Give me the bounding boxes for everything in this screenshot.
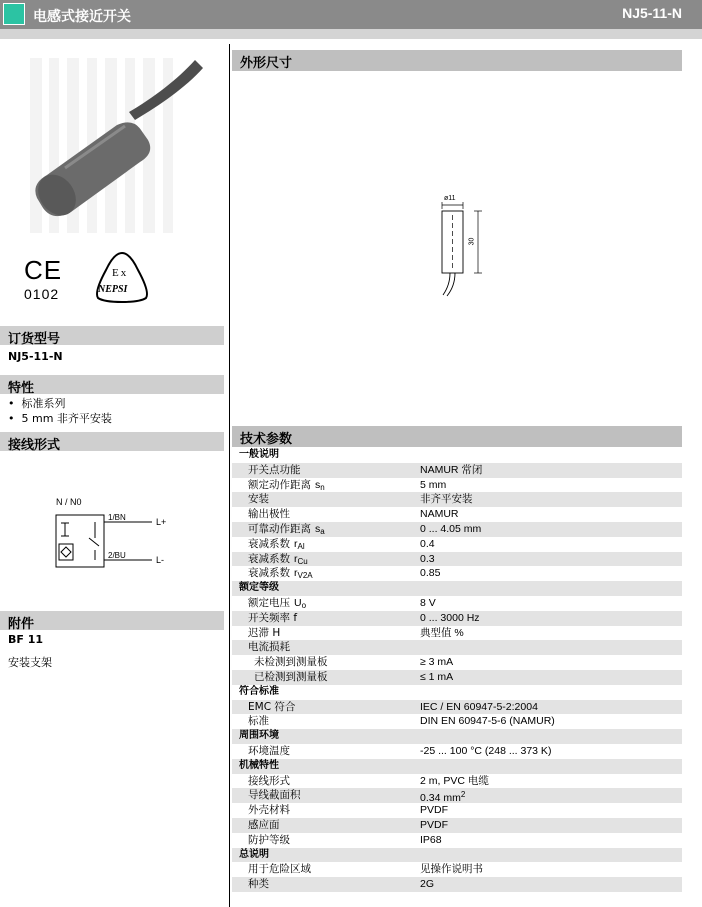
spec-row <box>232 700 682 715</box>
spec-symbol: $s_a$ <box>315 522 325 536</box>
spec-value: PVDF <box>420 804 449 817</box>
spec-category-row <box>232 848 682 863</box>
spec-label: 开关点功能 <box>248 463 301 476</box>
spec-label: 电流损耗 <box>248 641 290 654</box>
accessories-section-bar <box>0 611 224 630</box>
spec-value: 见操作说明书 <box>420 863 483 876</box>
product-photo <box>25 50 215 250</box>
spec-row <box>232 492 682 507</box>
spec-value: 2 m, PVC 电缆 <box>420 774 489 787</box>
plus-terminal: L+ <box>156 517 167 527</box>
header-strip <box>0 29 702 39</box>
nepsi-label: NEPSI <box>98 284 128 295</box>
page-header <box>0 0 702 29</box>
spec-label: 迟滞 H <box>248 626 281 639</box>
spec-label: 总说明 <box>239 848 269 860</box>
spec-category-row <box>232 729 682 744</box>
ce-mark: CE <box>24 255 63 285</box>
spec-label: 环境温度 <box>248 744 290 757</box>
spec-row <box>232 744 682 759</box>
spec-row <box>232 507 682 522</box>
dimensions-heading: 外形尺寸 <box>240 56 293 71</box>
spec-value: 0.34 $mm^2$ <box>420 790 466 805</box>
spec-value: IEC / EN 60947-5-2:2004 <box>420 700 538 713</box>
spec-row <box>232 774 682 789</box>
spec-row <box>232 818 682 833</box>
spec-category-row <box>232 759 682 774</box>
wire-bu-label: 2/BU <box>108 551 126 560</box>
accessory-desc: 安装支架 <box>8 656 52 669</box>
specs-heading: 技术参数 <box>240 432 293 447</box>
spec-row <box>232 833 682 848</box>
spec-value: DIN EN 60947-5-6 (NAMUR) <box>420 715 555 728</box>
spec-symbol: $s_n$ <box>315 478 325 492</box>
spec-value: 典型值 % <box>420 626 464 639</box>
features-heading: 特性 <box>8 381 35 396</box>
spec-value: ≥ 3 mA <box>420 656 454 669</box>
spec-label: 开关频率 f <box>248 611 298 624</box>
specs-section-bar <box>232 426 682 447</box>
ce-number: 0102 <box>24 286 60 302</box>
spec-category-row <box>232 581 682 596</box>
spec-value: 2G <box>420 878 435 891</box>
spec-value: ≤ 1 mA <box>420 670 454 683</box>
spec-value: 0.85 <box>420 567 441 580</box>
spec-label: 防护等级 <box>248 833 290 846</box>
diameter-label: ø11 <box>444 195 456 202</box>
spec-label: 种类 <box>248 878 269 891</box>
spec-row <box>232 877 682 892</box>
spec-row <box>232 552 682 567</box>
spec-value: -25 ... 100 °C (248 ... 373 K) <box>420 744 552 757</box>
wiring-type-label: N / N0 <box>56 497 82 507</box>
spec-row <box>232 655 682 670</box>
accessory-model: BF 11 <box>8 633 44 646</box>
spec-row <box>232 670 682 685</box>
spec-row <box>232 803 682 818</box>
spec-label: 符合标准 <box>239 685 279 697</box>
spec-label: 输出极性 <box>248 508 290 521</box>
spec-symbol: $r_{Al}$ <box>294 537 305 551</box>
spec-label: 标准 <box>248 715 269 728</box>
order-code: NJ5-11-N <box>8 350 63 363</box>
feature-item: • 5 mm 非齐平安装 <box>8 412 112 425</box>
spec-row <box>232 596 682 611</box>
spec-category-row <box>232 448 682 463</box>
spec-value: 0 ... 4.05 mm <box>420 522 482 535</box>
spec-value: 5 mm <box>420 478 447 491</box>
spec-label: 机械特性 <box>239 759 279 771</box>
spec-row <box>232 714 682 729</box>
spec-row <box>232 862 682 877</box>
specs-table <box>232 448 682 892</box>
spec-value: PVDF <box>420 818 449 831</box>
spec-label: 衰减系数 $r_{V2A}$ <box>248 567 313 581</box>
spec-label: 周围环境 <box>239 730 279 742</box>
spec-label: 导线截面积 <box>248 789 301 802</box>
spec-symbol: $U_o$ <box>294 596 307 610</box>
spec-row <box>232 640 682 655</box>
spec-value: 0 ... 3000 Hz <box>420 611 480 624</box>
spec-label: 额定动作距离 $s_n$ <box>248 478 325 492</box>
spec-value: 8 V <box>420 596 436 609</box>
spec-value: NAMUR 常闭 <box>420 463 483 476</box>
spec-value: IP68 <box>420 833 442 846</box>
wiring-section-bar <box>0 432 224 451</box>
spec-row <box>232 478 682 493</box>
length-label: 30 <box>468 237 476 246</box>
dimensions-section-bar <box>232 50 682 71</box>
spec-label: 额定等级 <box>239 582 279 594</box>
spec-symbol: $r_{Cu}$ <box>294 552 308 566</box>
spec-label: 一般说明 <box>239 449 279 460</box>
feature-item: • 标准系列 <box>8 397 66 410</box>
spec-value: 非齐平安装 <box>420 493 473 506</box>
spec-value: NAMUR <box>420 508 459 521</box>
wiring-heading: 接线形式 <box>8 438 61 453</box>
spec-row <box>232 537 682 552</box>
spec-row <box>232 522 682 537</box>
page-title: 电感式接近开关 <box>33 9 131 25</box>
spec-category-row <box>232 685 682 700</box>
wire-bn-label: 1/BN <box>108 513 126 522</box>
spec-label: EMC 符合 <box>248 700 296 713</box>
spec-row <box>232 463 682 478</box>
spec-label: 已检测到测量板 <box>254 670 328 683</box>
spec-label: 安装 <box>248 493 269 506</box>
spec-label: 接线形式 <box>248 774 290 787</box>
nepsi-ex: Ex <box>112 267 129 279</box>
order-section-bar <box>0 326 224 345</box>
minus-terminal: L- <box>156 555 165 565</box>
spec-label: 外壳材料 <box>248 804 290 817</box>
features-section-bar <box>0 375 224 394</box>
spec-symbol: $r_{V2A}$ <box>294 567 313 581</box>
header-color-box <box>3 3 25 25</box>
spec-label: 额定电压 $U_o$ <box>248 596 307 610</box>
accessories-heading: 附件 <box>8 617 35 632</box>
spec-label: 衰减系数 $r_{Cu}$ <box>248 552 308 566</box>
order-heading: 订货型号 <box>8 332 61 347</box>
spec-label: 衰减系数 $r_{Al}$ <box>248 537 305 551</box>
spec-row <box>232 566 682 581</box>
column-divider <box>229 44 230 907</box>
model-number: NJ5-11-N <box>622 5 682 21</box>
spec-row <box>232 626 682 641</box>
spec-label: 用于危险区域 <box>248 863 311 876</box>
spec-label: 感应面 <box>248 818 280 831</box>
spec-row <box>232 788 682 803</box>
spec-value: 0.4 <box>420 537 435 550</box>
spec-label: 未检测到测量板 <box>254 656 328 669</box>
spec-value: 0.3 <box>420 552 435 565</box>
spec-label: 可靠动作距离 $s_a$ <box>248 522 325 536</box>
spec-row <box>232 611 682 626</box>
